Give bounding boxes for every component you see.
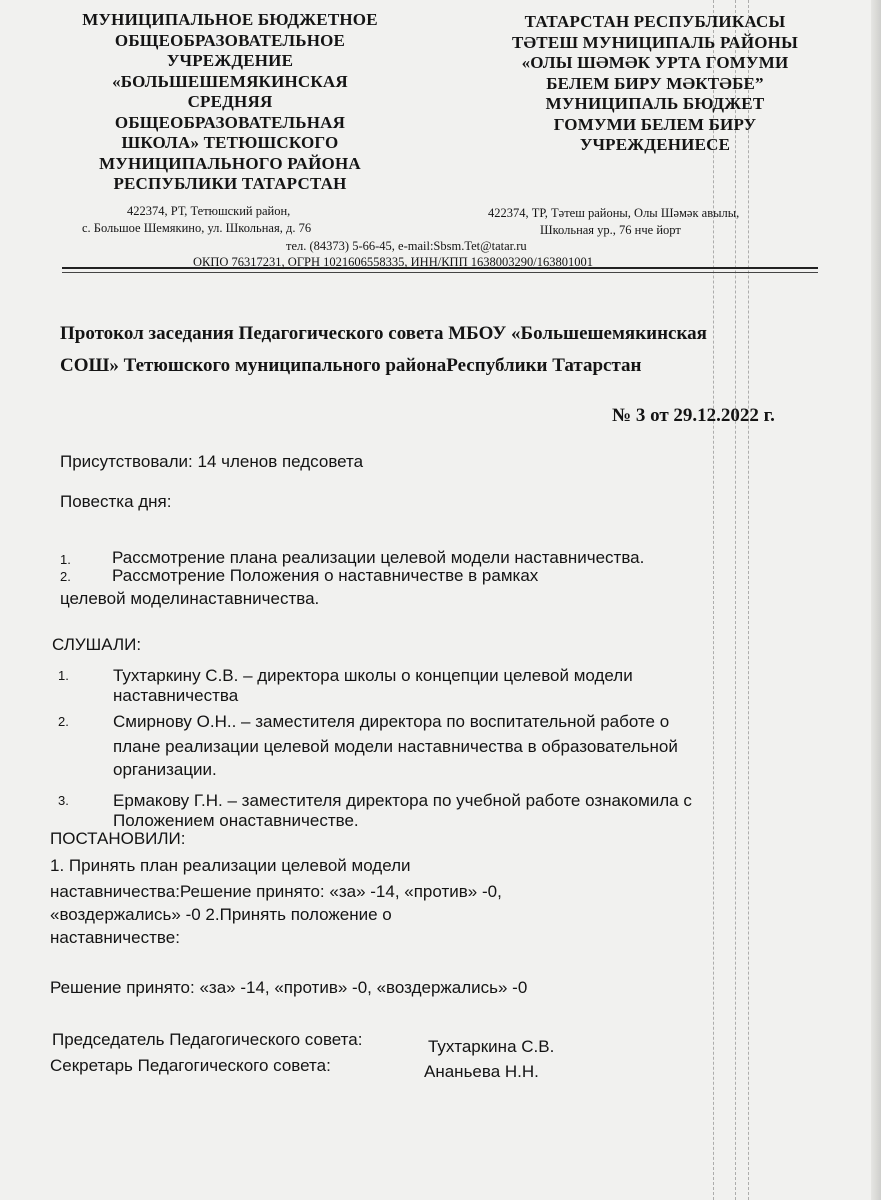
agenda-heading: Повестка дня:	[60, 492, 172, 511]
agenda-item-number: 1.	[60, 552, 71, 567]
agenda-item-2-continued: целевой моделинаставничества.	[60, 589, 320, 608]
page-edge-shadow	[871, 0, 881, 1200]
header-left-address-2: с. Большое Шемякино, ул. Школьная, д. 76	[82, 221, 312, 235]
header-left-line: «БОЛЬШЕШЕМЯКИНСКАЯ	[112, 71, 348, 91]
chair-name: Тухтаркина С.В.	[428, 1037, 555, 1056]
heard-item-2-line: организации.	[113, 760, 217, 779]
secretary-role: Секретарь Педагогического совета:	[50, 1056, 331, 1075]
header-left-line: МУНИЦИПАЛЬНОЕ БЮДЖЕТНОЕ	[82, 10, 378, 29]
header-divider-thin	[62, 272, 818, 273]
header-right-line: «ОЛЫ ШӘМӘК УРТА ГОМУМИ	[521, 53, 789, 72]
scan-artifact-line	[748, 0, 749, 1200]
header-left-line: УЧРЕЖДЕНИЕ	[166, 51, 294, 70]
protocol-title-line-2: СОШ» Тетюшского муниципального районаРеспублики Татарстан	[60, 355, 642, 376]
scan-artifact-line	[735, 0, 736, 1200]
agenda-item-number: 2.	[60, 569, 71, 584]
header-divider-thick	[62, 267, 818, 269]
header-right-line: ТАТАРСТАН РЕСПУБЛИКАСЫ	[524, 12, 786, 31]
protocol-title-line-1: Протокол заседания Педагогического совета МБОУ «Большешемякинская	[60, 323, 707, 344]
header-right-address-1: 422374, ТР, Тәтеш районы, Олы Шәмәк авылы,	[488, 206, 740, 220]
header-left-line: ОБЩЕОБРАЗОВАТЕЛЬНОЕ	[114, 30, 346, 50]
chair-role: Председатель Педагогического совета:	[52, 1030, 363, 1049]
decided-heading: ПОСТАНОВИЛИ:	[50, 829, 186, 848]
header-left-line: ОБЩЕОБРАЗОВАТЕЛЬНАЯ	[114, 112, 346, 132]
decided-line: «воздержались» -0 2.Принять положение о	[50, 905, 392, 924]
present-line: Присутствовали: 14 членов педсовета	[60, 452, 364, 471]
heard-item-number: 3.	[58, 793, 69, 808]
heard-item-1-line: наставничества	[113, 686, 239, 705]
header-right-line: ГОМУМИ БЕЛЕМ БИРУ	[553, 114, 757, 134]
heard-item-1-line: Тухтаркину С.В. – директора школы о концепции целевой модели	[113, 666, 633, 685]
header-right-line: БЕЛЕМ БИРУ МӘКТӘБЕ”	[546, 73, 764, 93]
header-left-line: ШКОЛА» ТЕТЮШСКОГО	[121, 133, 339, 152]
protocol-number: № 3 от 29.12.2022 г.	[612, 405, 775, 426]
agenda-item-1: Рассмотрение плана реализации целевой модели наставничества.	[112, 548, 645, 567]
secretary-name: Ананьева Н.Н.	[424, 1062, 539, 1081]
decision-line: Решение принято: «за» -14, «против» -0, «воздержались» -0	[50, 978, 528, 997]
header-right-line: УЧРЕЖДЕНИЕСЕ	[579, 135, 731, 154]
heard-heading: СЛУШАЛИ:	[52, 635, 142, 654]
header-left-line: РЕСПУБЛИКИ ТАТАРСТАН	[113, 174, 347, 193]
agenda-item-2: Рассмотрение Положения о наставничестве в рамках	[112, 566, 539, 585]
header-right-line: МУНИЦИПАЛЬ БЮДЖЕТ	[545, 94, 765, 113]
heard-item-3-line: Ермакову Г.Н. – заместителя директора по учебной работе ознакомила с	[113, 791, 692, 810]
header-right	[470, 12, 840, 156]
contacts-line: тел. (84373) 5-66-45, e-mail:Sbsm.Tet@tatar.ru	[286, 239, 527, 253]
heard-item-number: 1.	[58, 668, 69, 683]
decided-line: 1. Принять план реализации целевой модели	[50, 856, 411, 875]
decided-line: наставничества:Решение принято: «за» -14, «против» -0,	[50, 882, 502, 901]
header-left-line: СРЕДНЯЯ	[187, 92, 273, 111]
heard-item-number: 2.	[58, 714, 69, 729]
requisites-line: ОКПО 76317231, ОГРН 1021606558335, ИНН/КПП 1638003290/163801001	[193, 255, 593, 269]
heard-item-2-line: плане реализации целевой модели наставничества в образовательной	[113, 737, 678, 756]
heard-item-2-line: Смирнову О.Н.. – заместителя директора по воспитательной работе о	[113, 712, 670, 731]
header-left	[70, 10, 390, 195]
header-left-address-1: 422374, РТ, Тетюшский район,	[127, 204, 291, 218]
decided-line: наставничестве:	[50, 928, 180, 947]
header-left-line: МУНИЦИПАЛЬНОГО РАЙОНА	[99, 153, 361, 173]
header-right-address-2: Школьная ур., 76 нче йорт	[540, 223, 681, 237]
header-right-line: ТӘТЕШ МУНИЦИПАЛЬ РАЙОНЫ	[511, 32, 798, 52]
scan-artifact-line	[713, 0, 714, 1200]
heard-item-3-line: Положением онаставничестве.	[113, 811, 359, 830]
